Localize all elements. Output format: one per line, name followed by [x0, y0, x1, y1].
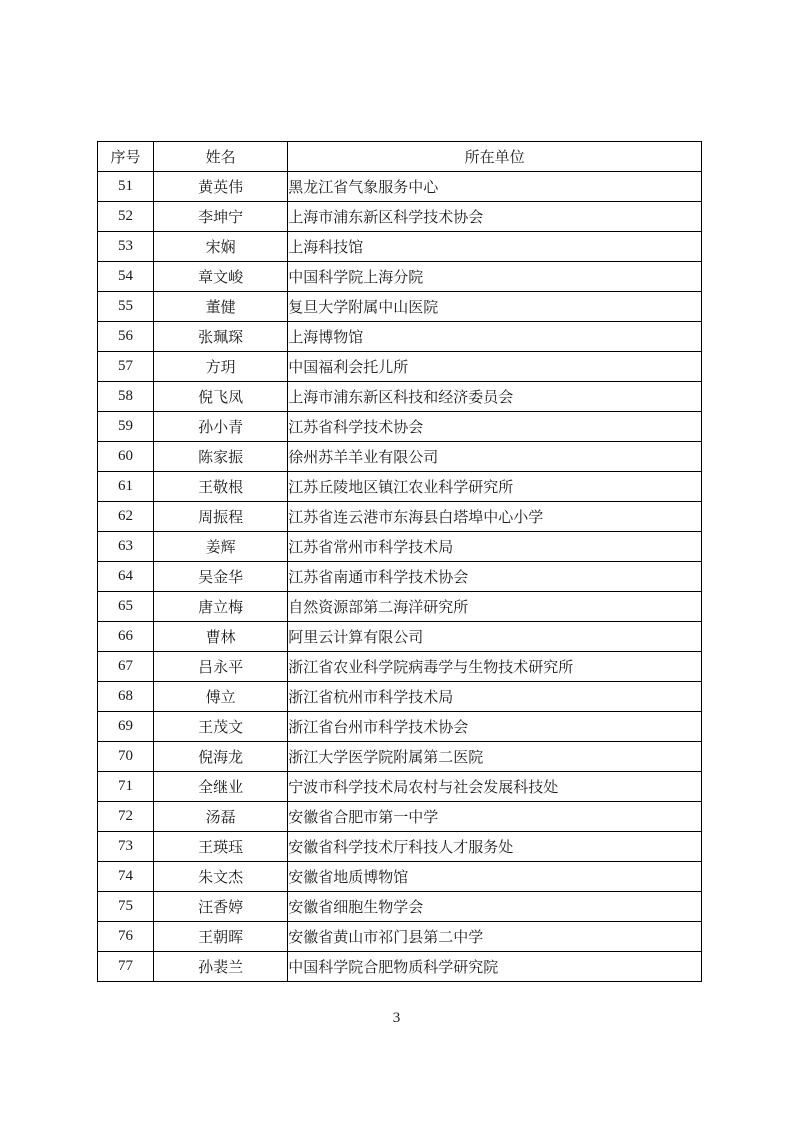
cell-unit: 浙江省农业科学院病毒学与生物技术研究所 [288, 652, 702, 682]
cell-no: 77 [98, 952, 154, 982]
cell-name: 吴金华 [154, 562, 288, 592]
cell-no: 64 [98, 562, 154, 592]
cell-name: 全继业 [154, 772, 288, 802]
cell-name: 宋娴 [154, 232, 288, 262]
cell-no: 53 [98, 232, 154, 262]
cell-name: 倪飞凤 [154, 382, 288, 412]
cell-unit: 安徽省合肥市第一中学 [288, 802, 702, 832]
cell-no: 60 [98, 442, 154, 472]
cell-no: 59 [98, 412, 154, 442]
cell-no: 57 [98, 352, 154, 382]
table-row [98, 742, 702, 772]
cell-unit: 浙江省杭州市科学技术局 [288, 682, 702, 712]
page-number: 3 [392, 1010, 401, 1026]
cell-unit: 宁波市科学技术局农村与社会发展科技处 [288, 772, 702, 802]
cell-name: 唐立梅 [154, 592, 288, 622]
cell-unit: 黑龙江省气象服务中心 [288, 172, 702, 202]
table-row [98, 532, 702, 562]
cell-unit: 安徽省地质博物馆 [288, 862, 702, 892]
cell-unit: 复旦大学附属中山医院 [288, 292, 702, 322]
table-row [98, 562, 702, 592]
table-row [98, 442, 702, 472]
cell-name: 曹林 [154, 622, 288, 652]
table-row [98, 382, 702, 412]
cell-unit: 上海市浦东新区科学技术协会 [288, 202, 702, 232]
cell-no: 62 [98, 502, 154, 532]
table-row [98, 202, 702, 232]
cell-name: 王瑛珏 [154, 832, 288, 862]
cell-unit: 上海市浦东新区科技和经济委员会 [288, 382, 702, 412]
cell-no: 75 [98, 892, 154, 922]
cell-no: 73 [98, 832, 154, 862]
table-row [98, 292, 702, 322]
table-row [98, 472, 702, 502]
cell-no: 70 [98, 742, 154, 772]
cell-unit: 安徽省细胞生物学会 [288, 892, 702, 922]
table-row [98, 652, 702, 682]
cell-name: 周振程 [154, 502, 288, 532]
cell-name: 孙裴兰 [154, 952, 288, 982]
cell-name: 方玥 [154, 352, 288, 382]
cell-unit: 江苏省科学技术协会 [288, 412, 702, 442]
table-row [98, 322, 702, 352]
table-row [98, 262, 702, 292]
cell-unit: 江苏省南通市科学技术协会 [288, 562, 702, 592]
cell-unit: 阿里云计算有限公司 [288, 622, 702, 652]
cell-unit: 自然资源部第二海洋研究所 [288, 592, 702, 622]
cell-name: 倪海龙 [154, 742, 288, 772]
cell-unit: 江苏省连云港市东海县白塔埠中心小学 [288, 502, 702, 532]
cell-no: 69 [98, 712, 154, 742]
cell-name: 章文峻 [154, 262, 288, 292]
col-header-unit: 所在单位 [288, 142, 702, 172]
cell-name: 陈家振 [154, 442, 288, 472]
cell-unit: 浙江省台州市科学技术协会 [288, 712, 702, 742]
table-body [98, 172, 702, 982]
cell-no: 66 [98, 622, 154, 652]
cell-unit: 浙江大学医学院附属第二医院 [288, 742, 702, 772]
table-row [98, 922, 702, 952]
cell-no: 55 [98, 292, 154, 322]
cell-no: 72 [98, 802, 154, 832]
cell-unit: 安徽省黄山市祁门县第二中学 [288, 922, 702, 952]
table-row [98, 832, 702, 862]
cell-no: 63 [98, 532, 154, 562]
cell-name: 张珮琛 [154, 322, 288, 352]
table-row [98, 772, 702, 802]
cell-no: 56 [98, 322, 154, 352]
table-row [98, 712, 702, 742]
cell-name: 王敬根 [154, 472, 288, 502]
cell-unit: 安徽省科学技术厅科技人才服务处 [288, 832, 702, 862]
table-row [98, 172, 702, 202]
col-header-no: 序号 [98, 142, 154, 172]
cell-no: 51 [98, 172, 154, 202]
cell-no: 76 [98, 922, 154, 952]
cell-name: 孙小青 [154, 412, 288, 442]
cell-no: 74 [98, 862, 154, 892]
cell-no: 52 [98, 202, 154, 232]
cell-no: 67 [98, 652, 154, 682]
table-row [98, 682, 702, 712]
table-header-row [98, 142, 702, 172]
table-row [98, 412, 702, 442]
table-row [98, 232, 702, 262]
cell-unit: 江苏省常州市科学技术局 [288, 532, 702, 562]
cell-unit: 徐州苏羊羊业有限公司 [288, 442, 702, 472]
cell-unit: 中国福利会托儿所 [288, 352, 702, 382]
table-row [98, 862, 702, 892]
cell-no: 71 [98, 772, 154, 802]
cell-name: 董健 [154, 292, 288, 322]
table-row [98, 952, 702, 982]
cell-name: 姜辉 [154, 532, 288, 562]
cell-name: 王茂文 [154, 712, 288, 742]
cell-no: 65 [98, 592, 154, 622]
cell-unit: 中国科学院合肥物质科学研究院 [288, 952, 702, 982]
roster-table [97, 141, 702, 982]
cell-name: 汪香婷 [154, 892, 288, 922]
cell-name: 傅立 [154, 682, 288, 712]
cell-name: 黄英伟 [154, 172, 288, 202]
cell-name: 朱文杰 [154, 862, 288, 892]
table-row [98, 502, 702, 532]
cell-unit: 上海博物馆 [288, 322, 702, 352]
cell-name: 汤磊 [154, 802, 288, 832]
cell-name: 吕永平 [154, 652, 288, 682]
table-row [98, 622, 702, 652]
cell-name: 王朝晖 [154, 922, 288, 952]
cell-unit: 中国科学院上海分院 [288, 262, 702, 292]
cell-no: 54 [98, 262, 154, 292]
cell-unit: 江苏丘陵地区镇江农业科学研究所 [288, 472, 702, 502]
cell-no: 58 [98, 382, 154, 412]
table-row [98, 352, 702, 382]
cell-name: 李坤宁 [154, 202, 288, 232]
table-row [98, 592, 702, 622]
cell-no: 61 [98, 472, 154, 502]
cell-no: 68 [98, 682, 154, 712]
table-row [98, 802, 702, 832]
col-header-name: 姓名 [154, 142, 288, 172]
table-row [98, 892, 702, 922]
cell-unit: 上海科技馆 [288, 232, 702, 262]
